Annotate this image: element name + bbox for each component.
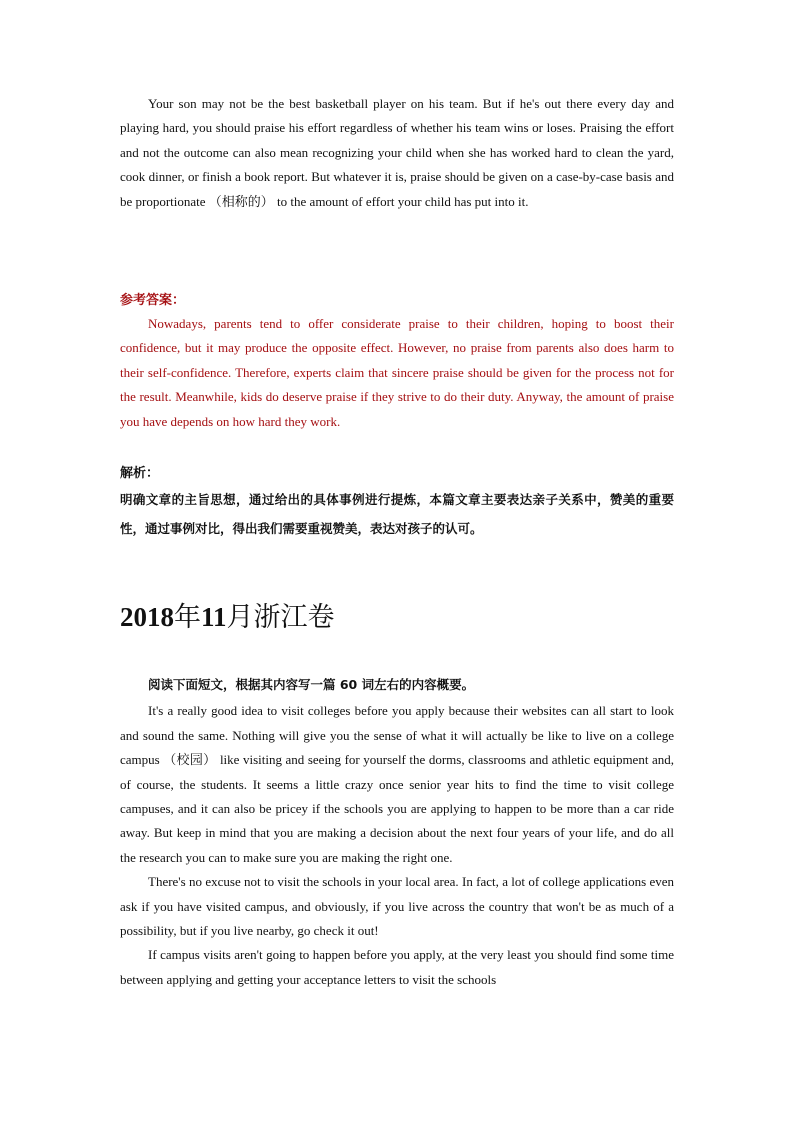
passage-excerpt [120,92,674,214]
analysis-label: 解析： [120,465,160,480]
answer-label: 参考答案： [120,292,186,307]
answer-section [120,288,674,434]
section-heading [120,597,335,638]
reading-paragraph-3: If campus visits aren't going to happen before you apply, at the very least you should find some time between applying and getting your acceptance letters to visit the schools [120,947,674,987]
analysis-section [120,461,674,543]
passage-paragraph: Your son may not be the best basketball player on his team. But if he's out there every day and playing hard, you should praise his effort regardless of whether his team wins or loses. Praising the effort and not the outcome can also mean recognizing your child when she has worked hard to clean the yard, cook dinner, or finish a book report. But whatever it is, praise should be given on a case-by-case basis and be proportionate （相称的） to the amount of effort your child has put into it. [120,96,674,209]
reading-paragraph-2: There's no excuse not to visit the schools in your local area. In fact, a lot of college applications even ask if you have visited campus, and obviously, if you live across the country that won't be as much of a possibility, but if you live nearby, go check it out! [120,874,674,939]
heading-year: 2018 [120,602,174,632]
answer-text: Nowadays, parents tend to offer considerate praise to their children, hoping to boost their confidence, but it may produce the opposite effect. However, no praise from parents also does harm to their self-confidence. Therefore, experts claim that sincere praise should be given for the process not for the result. Meanwhile, kids do deserve praise if they strive to do their duty. Anyway, the amount of praise you have depends on how hard they work. [120,316,674,429]
heading-part-a: 年 [174,602,201,633]
task-prompt: 阅读下面短文，根据其内容写一篇 60 词左右的内容概要。 [148,677,475,692]
reading-paragraph-1: It's a really good idea to visit colleges before you apply because their websites can all start to look and sound the same. Nothing will give you the sense of what it will actually be like to live on a college campus （校园） like visiting and seeing for yourself the dorms, classrooms and athletic equipment and, of course, the students. It seems a little crazy once senior year hits to find the time to visit college campuses, and it can also be pricey if the schools you are applying to happen to be more than a car ride away. But keep in mind that you are making a decision about the next four years of your life, and do all the research you can to make sure you are making the right one. [120,703,674,865]
reading-section [120,673,674,992]
analysis-text: 明确文章的主旨思想，通过给出的具体事例进行提炼，本篇文章主要表达亲子关系中，赞美的重要性，通过事例对比，得出我们需要重视赞美，表达对孩子的认可。 [120,492,674,536]
heading-part-b: 月浙江卷 [226,602,335,633]
heading-month: 11 [201,602,227,632]
